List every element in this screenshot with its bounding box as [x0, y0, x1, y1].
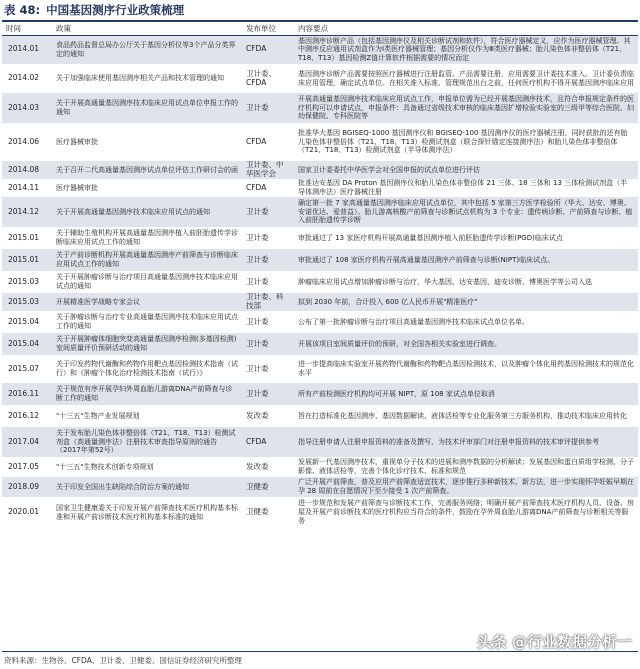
source-note: 资料来源：生物谷、CFDA、卫计委、卫健委、国信证券经济研究所整理: [4, 656, 242, 665]
table-row: [2, 161, 638, 179]
cell-content: 进一步规范和发展产前筛查与诊断技术工作，完善服务网络；明确开展产前筛查技术医疗机构人员、设备、房屋及开展产前诊断技术的医疗机构应当符合的条件，鼓励在孕外周血胎儿游离DNA产前筛查与诊断相关等服务: [298, 499, 634, 525]
cell-time: 2015.01: [2, 249, 52, 271]
cell-time: 2014.08: [2, 161, 52, 179]
cell-time: 2020.01: [8, 507, 40, 517]
cell-policy: 食品药品监督总局办公厅关于基因分析仪等3个产品分类界定的通知: [52, 35, 242, 64]
column-header-agency: 发布单位: [242, 22, 294, 35]
cell-policy: 关于加强临床使用基因测序相关产品和技术管理的通知: [56, 74, 224, 83]
cell-content: 基因测序诊断产品（包括基因测序仪及相关诊断试剂和软件），符合医疗器械定义，应作为医疗器械管理。其中测序反应通用试剂盒作为Ⅰ类医疗器械管理；基因分析仪作为Ⅲ类医疗器械；胎儿染色体非整倍体（T21、T18、T13）基因检测Z值计算软件根据需要的情况而定: [294, 35, 638, 64]
cell-time: 2014.06: [8, 136, 40, 146]
cell-content: 国家卫计委委托中华医学会对全国申报的试点单位进行评估: [294, 161, 638, 179]
cell-agency: 卫计委: [246, 316, 269, 326]
cell-policy: 关于开展高通量基因测序技术临床应用试点的通知: [52, 197, 242, 227]
cell-time: 2015.03: [8, 276, 40, 286]
table-row: [2, 427, 638, 457]
cell-agency: 发改委: [246, 410, 269, 420]
cell-content: 批准达安基因 DA Proton 基因测序仪和胎儿染色体非整倍体 21 三体、18 三体和 13 三体检测试剂盒（半导体测序法）医疗器械注册: [298, 179, 628, 196]
cell-time: 2017.05: [8, 461, 40, 471]
cell-policy: 关于发布胎儿染色体非整倍体（T21、T18、T13）检测试剂盒（高通量测序法）注册技术审查指导原则的通告（2017年第52号）: [52, 427, 242, 457]
cell-agency: 卫计委、中华医学会: [242, 161, 294, 179]
cell-agency: CFDA: [242, 427, 294, 457]
cell-content: 审批通过了 108 家医疗机构开展高通量基因测序产前筛查与诊断(NIPT)临床试点。: [294, 249, 638, 271]
cell-time: 2015.04: [8, 316, 40, 326]
cell-agency: 卫计委: [242, 333, 294, 355]
cell-policy: 关于产前诊断机构开展高通量基因测序产前筛查与诊断临床应用试点工作的通知: [52, 249, 242, 271]
column-header-time: 时间: [2, 22, 52, 35]
cell-agency: CFDA: [242, 35, 294, 64]
cell-agency: 卫健委: [242, 477, 294, 497]
table-row: [2, 249, 638, 271]
cell-policy: 关于开展高通量基因测序技术临床应用试点单位申报工作的通知: [52, 93, 242, 123]
cell-content: 开展该项目室间质量评价的预研，对全国各相关实验室进行调查。: [294, 333, 638, 355]
cell-agency: 卫计委: [242, 197, 294, 227]
table-number: 表 48:: [4, 3, 41, 17]
table-row: [2, 405, 638, 427]
cell-agency: 卫健委: [246, 507, 269, 517]
table-row: [2, 383, 638, 405]
cell-content: 公布了第一批肿瘤诊断与治疗项目高通量基因测序技术临床试点单位名单。: [298, 317, 529, 326]
cell-time: 2014.11: [8, 182, 40, 192]
cell-policy: 关于肿瘤诊断与治疗专业高通量基因测序技术临床应用试点工作的通知: [56, 313, 238, 330]
cell-time: 2014.12: [2, 197, 52, 227]
cell-agency: CFDA: [246, 182, 267, 192]
table-row: [2, 179, 638, 197]
table-row: [2, 457, 638, 477]
table-row: [2, 333, 638, 355]
cell-policy: "十三五"生物技术创新专项规划: [56, 462, 154, 471]
cell-policy: 国家卫生健康委关于印发开展产前筛查技术医疗机构基本标准和开展产前诊断技术医疗机构基本标准的通知: [56, 503, 238, 521]
cell-content: 开展高通量基因测序技术临床应用试点工作，申报单位需为已经开展基因测序技术，且符合申报规定条件的医疗机构可以申请试点，申报条件：具备通过省级技术审核的临床基因扩增检验实验室的三级甲等综合医院、妇幼保健院、专科医院等: [294, 93, 638, 123]
cell-agency: 卫计委: [246, 276, 269, 286]
table-title: [4, 2, 184, 20]
table-row: [2, 477, 638, 497]
table-row: [2, 123, 638, 161]
cell-time: 2016.12: [8, 410, 40, 420]
cell-content: 进一步提高临床实验室开展药物代谢酶和药物靶点基因检测技术，以及肿瘤个体化用药基因检测技术的规范化水平: [298, 360, 634, 377]
cell-time: 2015.04: [2, 333, 52, 355]
cell-content: 肿瘤临床应用试点增加肿瘤诊断与治疗，华大基因、达安基因、迪安诊断、博奥医学等公司入选: [298, 277, 592, 286]
cell-time: 2015.01: [8, 232, 40, 242]
cell-policy: 关于辅助生殖机构开展高通量基因测序植入前胚胎遗传学诊断临床应用试点工作的通知: [56, 229, 238, 246]
cell-policy: 开展精准医学战略专家会议: [52, 293, 242, 311]
table-row: [2, 355, 638, 383]
cell-time: 2014.01: [2, 35, 52, 64]
cell-agency: 卫计委: [246, 363, 269, 373]
cell-content: 审批通过了 13 家医疗机构开展高通量基因测序植入前胚胎遗传学诊断(PGD)临床试点: [298, 233, 563, 242]
cell-agency: 卫计委: [242, 93, 294, 123]
cell-time: 2017.04: [2, 427, 52, 457]
table-row: [2, 311, 638, 333]
cell-content: 确定第一批 7 家高通量基因测序临床应用试点单位，其中包括 5 家第三方医学检验所（华大、达安、博奥、安诺优达、爱普益）。胎儿游离核酸产前筛查与诊断试点机构为 3 个专业：遗传病诊断、产前筛查与诊断、植入前胚胎遗传学诊断: [294, 197, 638, 227]
cell-agency: 卫计委: [246, 232, 269, 242]
cell-agency: CFDA: [246, 136, 267, 146]
table-row: [2, 64, 638, 93]
cell-agency: 卫计委: [242, 383, 294, 405]
cell-policy: "十三五"生物产业发展规划: [56, 411, 140, 420]
table-body: [2, 35, 638, 528]
column-header-policy: 政策: [52, 22, 242, 35]
table-row: [2, 497, 638, 528]
table-row: [2, 293, 638, 311]
cell-content: 基因测序诊断产品需要按照医疗器械进行注册监管。产品需要注册，应用需要卫计委技术准入。卫计委负责临床应用管理，确定试点单位。在相关准入标准、管理规范出台之前，任何医疗机构不得开展基因测序临床应用: [298, 69, 634, 87]
cell-time: 2015.07: [8, 363, 40, 373]
policy-table: [2, 22, 638, 528]
cell-content: 指导注册申请人注册申报资料的准备及撰写，为技术评审部门对注册申报资料的技术审评提供参考: [294, 427, 638, 457]
table-row: [2, 93, 638, 123]
table-row: [2, 227, 638, 249]
cell-policy: 关于印发药物代谢酶和药物作用靶点基因检测技术指南（试行）和《肿瘤个体化治疗检测技术指南（试行）》: [56, 360, 238, 377]
cell-agency: 发改委: [246, 461, 269, 471]
cell-content: 发展新一代基因测序技术，重视单分子技术的进展和测序数据的分析解读；发展基因和蛋白质组学检测、分子影像、液体活检等，完善个体化诊疗技术、标准和规范: [298, 458, 634, 475]
watermark: 头条 @行业数据分析一: [476, 633, 632, 651]
cell-content: 广泛开展产前筛查，普及应用产前筛查适宜技术，逐步推行多种新技术、新方法，进一步实现怀孕妊娠早期在孕 28 周前在自愿情况下至少接受 1 次产前筛查。: [294, 477, 638, 497]
cell-content: 所有产前检测医疗机构均可开展 NIPT，原 108 家试点单位取消: [294, 383, 638, 405]
cell-content: 拟到 2030 年前，合计投入 600 亿人民币开展"精准医疗": [294, 293, 638, 311]
cell-time: 2014.02: [8, 73, 40, 83]
header-row: [2, 22, 638, 35]
cell-agency: 卫计委、科技部: [242, 293, 294, 311]
table-row: [2, 271, 638, 293]
cell-content: 批准华大基因 BGISEQ-1000 基因测序仪和 BGISEQ-100 基因测序仪的医疗器械注册，同时获批的还有胎儿染色体非整倍体（T21、T18、T13）检测试剂盒（联合探针锚定连接测序法）和胎儿染色体非整倍体（T21、T18、T13）检测试剂盒（半导体测序法）: [298, 128, 628, 155]
table-title-text: 中国基因测序行业政策梳理: [46, 3, 185, 17]
cell-agency: 卫计委、CFDA: [246, 68, 276, 87]
cell-policy: 关于规范有序开展孕妇外周血胎儿游离DNA产前筛查与诊断工作的通知: [52, 383, 242, 405]
column-header-content: 内容要点: [294, 22, 638, 35]
cell-time: 2018.09: [2, 477, 52, 497]
cell-policy: 关于召开二代高通量基因测序试点单位评估工作研讨会的函: [52, 161, 242, 179]
table-row: [2, 35, 638, 64]
cell-time: 2015.03: [2, 293, 52, 311]
cell-policy: 医疗器械审批: [56, 137, 98, 146]
cell-policy: 关于印发全国出生缺陷综合防治方案的通知: [52, 477, 242, 497]
cell-policy: 医疗器械审批: [56, 183, 98, 192]
cell-policy: 关于开展肿瘤体细胞突变高通量基因测序检测(多基因检测)室间质量评价预研活动的通知: [52, 333, 242, 355]
cell-content: 旨在打造标准化基因测序、基因数据解读、液体活检等专业化服务第三方服务机构，推动技术临床应用转化: [298, 411, 627, 420]
table-row: [2, 197, 638, 227]
cell-time: 2014.03: [2, 93, 52, 123]
cell-policy: 关于开展肿瘤诊断与治疗项目高通量基因测序技术临床应用试点的通知: [56, 273, 238, 290]
cell-time: 2016.11: [2, 383, 52, 405]
cell-agency: 卫计委: [242, 249, 294, 271]
